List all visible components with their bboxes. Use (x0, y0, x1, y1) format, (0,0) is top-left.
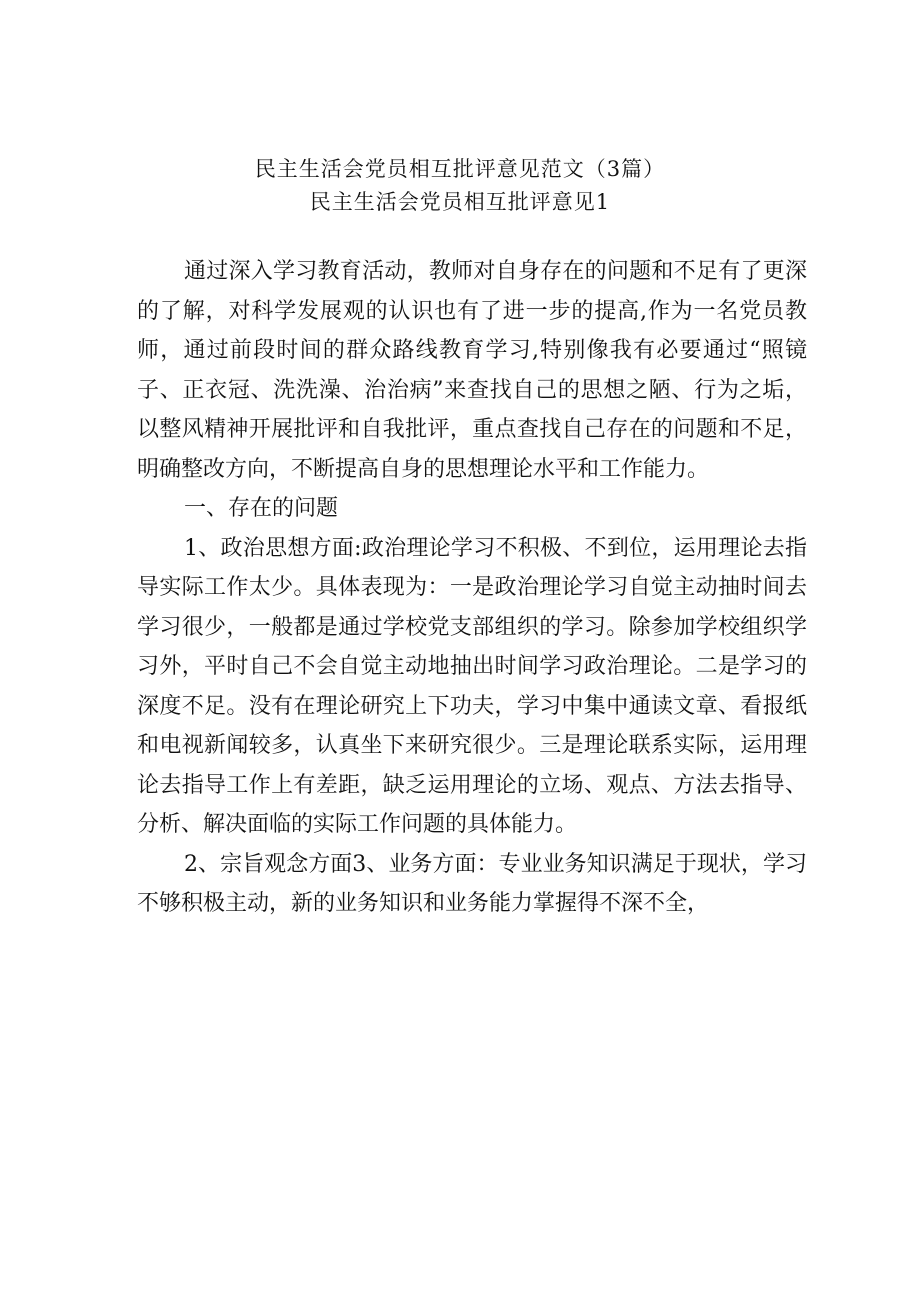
document-body (137, 252, 807, 924)
paragraph-purpose-and-business: 2、宗旨观念方面3、业务方面：专业业务知识满足于现状，学习不够积极主动，新的业务知识和业务能力掌握得不深不全， (137, 851, 807, 916)
section-heading-problems: 一、存在的问题 (184, 496, 339, 521)
paragraph-intro: 通过深入学习教育活动，教师对自身存在的问题和不足有了更深的了解，对科学发展观的认识也有了进一步的提高,作为一名党员教师，通过前段时间的群众路线教育学习,特别像我有必要通过“照镜子、正衣冠、洗洗澡、治治病”来查找自己的思想之陋、行为之垢，以整风精神开展批评和自我批评，重点查找自己存在的问题和不足，明确整改方向，不断提高自身的思想理论水平和工作能力。 (137, 259, 807, 482)
document-subtitle: 民主生活会党员相互批评意见1 (309, 190, 611, 214)
paragraph-political-thought: 1、政治思想方面:政治理论学习不积极、不到位，运用理论去指导实际工作太少。具体表现为：一是政治理论学习自觉主动抽时间去学习很少，一般都是通过学校党支部组织的学习。除参加学校组织学习外，平时自己不会自觉主动地抽出时间学习政治理论。二是学习的深度不足。没有在理论研究上下功夫，学习中集中通读文章、看报纸和电视新闻较多，认真坐下来研究很少。三是理论联系实际，运用理论去指导工作上有差距，缺乏运用理论的立场、观点、方法去指导、分析、解决面临的实际工作问题的具体能力。 (137, 535, 807, 837)
document-title: 民主生活会党员相互批评意见范文（3篇） (254, 157, 666, 181)
